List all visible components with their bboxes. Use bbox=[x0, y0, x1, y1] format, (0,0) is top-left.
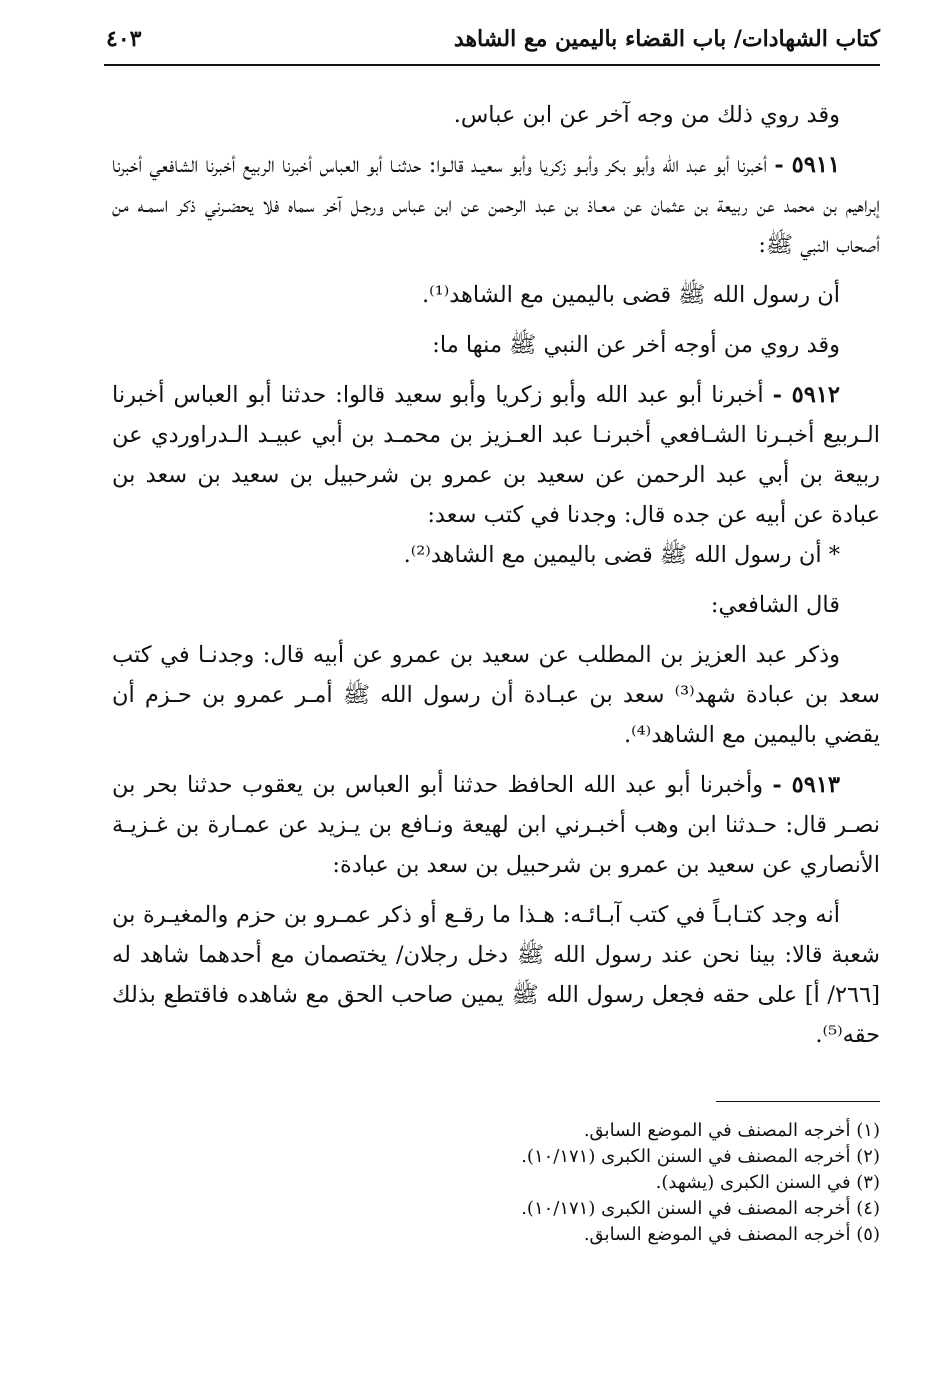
paragraph: أنه وجد كتـابـاً في كتب آبـائـه: هـذا ما رقـع أو ذكر عمـرو بن حزم والمغيـرة بن شعبة قالا: بينا نحن عند رسول الله ﷺ دخل رجلان/ يختصمان مع أحدهما شاهد له [٢٦٦/ أ] على حقه فجعل رسول الله ﷺ يمين صاحب الحق مع شاهده فاقتطع بذلك حقه⁽⁵⁾. bbox=[112, 902, 880, 1048]
hadith-text: أخبرنا أبو عبد الله وأبو زكريا وأبو سعيد قالوا: حدثنا أبو العباس أخبرنا الـربيع أخبـرنا الشـافعي أخبرنـا عبد العـزيز بن محمـد بن أبي عبيـد الـدراوردي عن ربيعة بن أبي عبد الرحمن عن سعيد بن عمرو بن شرحبيل بن سعيد بن سعد بن عبادة عن أبيه عن جده قال: وجدنا في كتب سعد: bbox=[112, 382, 880, 528]
hadith-5911 bbox=[112, 145, 880, 265]
hadith-text: أخبرنا أبو عبد الله وأبو بكر وأبـو زكريا وأبو سعيـد قالـوا: حدثنـا أبو العباس أخبرنا الربيع أخبرنا الشافعي أخبرنا إبراهيم بن محمد عن ربيعة بن عثمان عن معـاذ بن عبد الرحمن عن ابن عباس ورجـل آخر سماه فلا يحضـرني ذكر اسمـه من أصحاب النبي ﷺ: bbox=[112, 152, 880, 258]
paragraph: وقد روي من أوجه أخر عن النبي ﷺ منها ما: bbox=[432, 332, 840, 358]
paragraph: وقد روي ذلك من وجه آخر عن ابن عباس. bbox=[453, 102, 840, 128]
running-title: كتاب الشهادات/ باب القضاء باليمين مع الشاهد bbox=[453, 26, 880, 52]
hadith-number: ٥٩١٣ - bbox=[772, 772, 840, 798]
hadith-text: وأخبرنا أبو عبد الله الحافظ حدثنا أبو العباس بن يعقوب حدثنا بحر بن نصـر قال: حـدثنا ابن وهب أخبـرني ابن لهيعة ونـافع بن يـزيد عن عمـارة بن غـزيـة الأنصاري عن سعيد بن عمرو بن شرحبيل بن سعد بن عبادة: bbox=[112, 772, 880, 878]
footnote: (٤) أخرجه المصنف في السنن الكبرى (١٠/١٧١). bbox=[521, 1198, 880, 1219]
footnotes bbox=[420, 1118, 880, 1248]
footnote: (١) أخرجه المصنف في الموضع السابق. bbox=[583, 1120, 880, 1141]
paragraph: * أن رسول الله ﷺ قضى باليمين مع الشاهد⁽²⁾. bbox=[403, 542, 840, 568]
page-number: ٤٠٣ bbox=[106, 26, 142, 52]
footnote: (٢) أخرجه المصنف في السنن الكبرى (١٠/١٧١). bbox=[521, 1146, 880, 1167]
footnote-divider bbox=[716, 1101, 880, 1102]
hadith-5912 bbox=[112, 375, 880, 535]
main-text bbox=[112, 95, 880, 1055]
footnote: (٣) في السنن الكبرى (يشهد). bbox=[655, 1172, 880, 1193]
hadith-number: ٥٩١١ - bbox=[774, 152, 841, 178]
paragraph: وذكر عبد العزيز بن المطلب عن سعيد بن عمرو عن أبيه قال: وجدنـا في كتب سعد بن عبادة شهد⁽³⁾ سعد بن عبـادة أن رسول الله ﷺ أمـر عمرو بن حـزم أن يقضي باليمين مع الشاهد⁽⁴⁾. bbox=[112, 642, 880, 748]
paragraph: أن رسول الله ﷺ قضى باليمين مع الشاهد⁽¹⁾. bbox=[421, 282, 840, 308]
hadith-5913 bbox=[112, 765, 880, 885]
hadith-number: ٥٩١٢ - bbox=[772, 382, 840, 408]
footnote: (٥) أخرجه المصنف في الموضع السابق. bbox=[583, 1224, 880, 1245]
paragraph: قال الشافعي: bbox=[710, 592, 840, 618]
page-header bbox=[104, 18, 880, 66]
